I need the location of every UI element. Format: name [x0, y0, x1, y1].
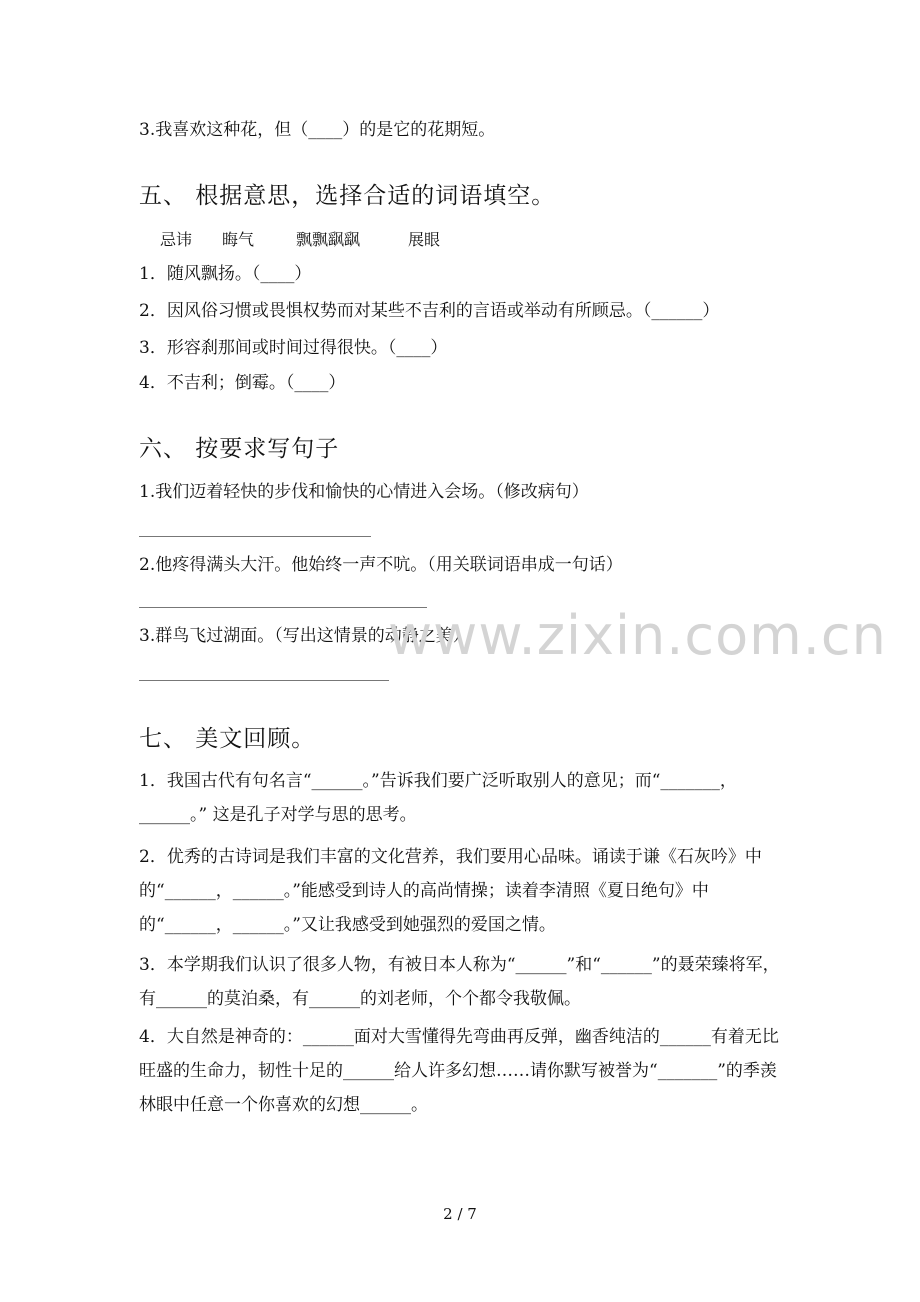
section5-item-1: 1．随风飘扬。（____）	[139, 264, 312, 284]
section5-item-3: 3．形容刹那间或时间过得很快。（____）	[139, 338, 448, 358]
section6-item-2: 2.他疼得满头大汗。他始终一声不吭。（用关联词语串成一句话）	[139, 555, 623, 575]
section6-item-3: 3.群鸟飞过湖面。（写出这情景的动静之美）	[139, 626, 470, 646]
word-option: 飘飘飖飖	[296, 230, 361, 249]
word-option: 晦气	[222, 230, 255, 249]
section7-item-3: 3．本学期我们认识了很多人物，有被日本人称为“______”和“______”的聂荣臻将军，有______的莫泊桑，有______的刘老师，个个都令我敬佩。	[139, 955, 780, 1009]
section4-item-3: 3.我喜欢这种花，但（____）的是它的花期短。	[139, 120, 496, 140]
watermark: www.zixin.com.cn	[388, 604, 887, 667]
section7-item-2: 2．优秀的古诗词是我们丰富的文化营养，我们要用心品味。诵读于谦《石灰吟》中的“______，______。”能感受到诗人的高尚情操；读着李清照《夏日绝句》中的“______，______。”又让我感受到她强烈的爱国之情。	[139, 847, 762, 935]
section5-item-4: 4．不吉利；倒霉。（____）	[139, 373, 346, 393]
section6-heading: 六、 按要求写句子	[139, 436, 340, 462]
section7-item-1: 1．我国古代有句名言“______。”告诉我们要广泛听取别人的意见；而“_______，______。” 这是孔子对学与思的思考。	[139, 771, 737, 825]
section7-item-4: 4．大自然是神奇的：______面对大雪懂得先弯曲再反弹，幽香纯洁的______有着无比旺盛的生命力，韧性十足的______给人许多幻想……请你默写被誉为“_______”的季羡林眼中任意一个你喜欢的幻想______。	[139, 1027, 779, 1115]
section6-item-1: 1.我们迈着轻快的步伐和愉快的心情进入会场。（修改病句）	[139, 482, 589, 502]
word-option: 展眼	[408, 230, 441, 249]
page-number: 2 / 7	[443, 1205, 477, 1223]
section7-heading: 七、 美文回顾。	[139, 726, 316, 752]
answer-line	[139, 680, 389, 681]
section5-heading: 五、 根据意思，选择合适的词语填空。	[139, 183, 556, 209]
answer-line	[139, 607, 427, 608]
word-option: 忌讳	[160, 230, 193, 249]
answer-line	[139, 536, 371, 537]
word-options	[160, 229, 440, 251]
section5-item-2: 2．因风俗习惯或畏惧权势而对某些不吉利的言语或举动有所顾忌。（______）	[139, 301, 720, 321]
